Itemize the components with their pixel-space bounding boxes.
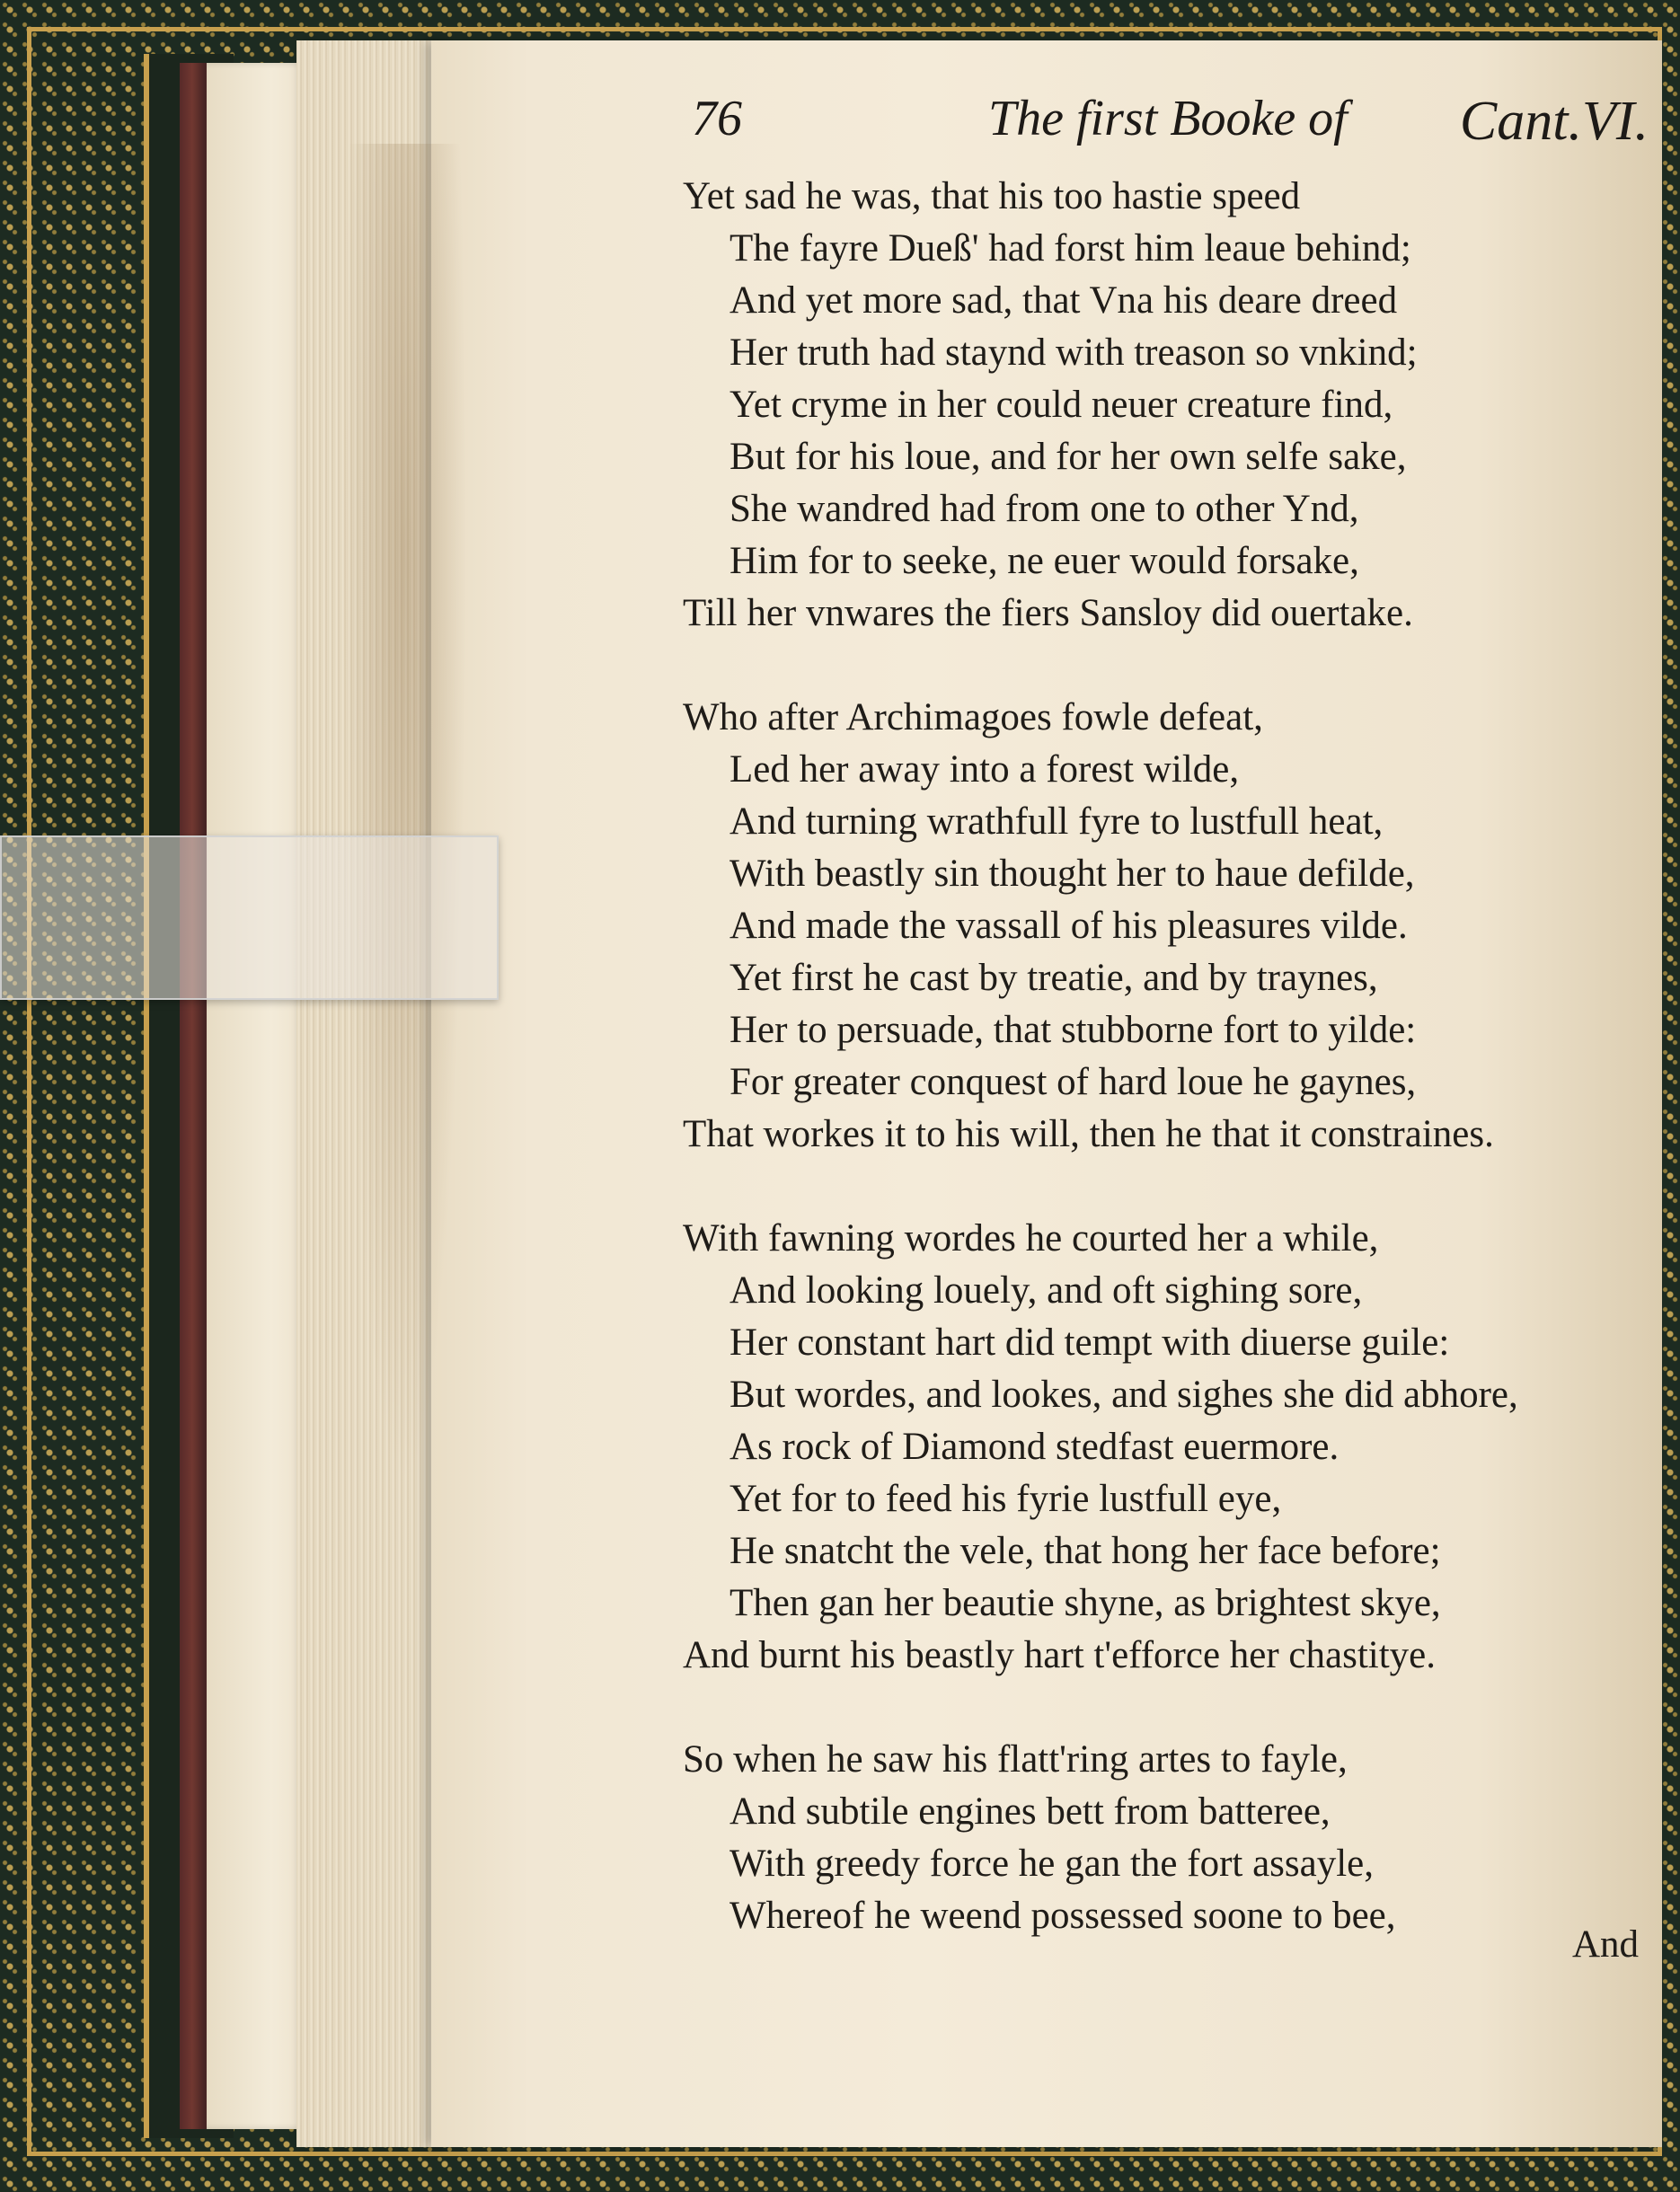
poem-text xyxy=(683,171,1626,1994)
verse-line: Yet cryme in her could neuer creature find, xyxy=(729,384,1393,426)
verse-line: Yet first he cast by treatie, and by traynes, xyxy=(729,957,1378,999)
verse-line: She wandred had from one to other Ynd, xyxy=(729,488,1359,530)
verse-line: Whereof he weend possessed soone to bee, xyxy=(729,1895,1396,1937)
stanza xyxy=(683,692,1626,1161)
verse-line: But wordes, and lookes, and sighes she did abhore, xyxy=(729,1374,1518,1416)
verse-line: As rock of Diamond stedfast euermore. xyxy=(729,1426,1340,1468)
transparent-page-clip xyxy=(0,835,499,1000)
page-number: 76 xyxy=(692,91,742,146)
verse-line: Her to persuade, that stubborne fort to yilde: xyxy=(729,1009,1417,1051)
stanza xyxy=(683,171,1626,640)
page-stain xyxy=(341,144,467,1491)
verse-line: And made the vassall of his pleasures vilde. xyxy=(729,905,1408,947)
verse-line: With greedy force he gan the fort assayle, xyxy=(729,1843,1375,1885)
stanza xyxy=(683,1213,1626,1682)
verse-line: And subtile engines bett from batteree, xyxy=(729,1790,1331,1833)
verse-line: Till her vnwares the fiers Sansloy did ouertake. xyxy=(683,592,1413,634)
verse-line: Her constant hart did tempt with diuerse guile: xyxy=(729,1321,1450,1364)
verse-line: The fayre Dueß' had forst him leaue behind; xyxy=(729,227,1411,270)
verse-line: And turning wrathfull fyre to lustfull heat, xyxy=(729,800,1384,843)
verse-line: Yet sad he was, that his too hastie speed xyxy=(683,175,1301,217)
verse-line: And looking louely, and oft sighing sore, xyxy=(729,1269,1363,1312)
verse-line: Yet for to feed his fyrie lustfull eye, xyxy=(729,1478,1282,1520)
verse-line: With beastly sin thought her to haue defilde, xyxy=(729,853,1415,895)
verse-line: Then gan her beautie shyne, as brightest skye, xyxy=(729,1582,1441,1624)
verse-line: He snatcht the vele, that hong her face before; xyxy=(729,1530,1441,1572)
verse-line: And yet more sad, that Vna his deare dreed xyxy=(729,279,1398,322)
verse-line: Led her away into a forest wilde, xyxy=(729,748,1240,791)
page-header xyxy=(692,90,1653,162)
verse-line: And burnt his beastly hart t'efforce her chastitye. xyxy=(683,1634,1437,1676)
canto-label: Cant.VI. xyxy=(1459,91,1649,152)
verse-line: Him for to seeke, ne euer would forsake, xyxy=(729,540,1359,582)
verse-line: For greater conquest of hard loue he gaynes, xyxy=(729,1061,1417,1103)
verse-line: Who after Archimagoes fowle defeat, xyxy=(683,696,1263,738)
verse-line: With fawning wordes he courted her a while, xyxy=(683,1217,1379,1260)
verse-line: That workes it to his will, then he that it constraines. xyxy=(683,1113,1494,1155)
catchword: And xyxy=(1572,1923,1640,1966)
running-title: The first Booke of xyxy=(988,91,1348,146)
verse-line: So when he saw his flatt'ring artes to fayle, xyxy=(683,1738,1348,1781)
verse-line: But for his loue, and for her own selfe sake, xyxy=(729,436,1407,478)
verse-line: Her truth had staynd with treason so vnkind; xyxy=(729,331,1418,374)
stanza xyxy=(683,1734,1626,1942)
